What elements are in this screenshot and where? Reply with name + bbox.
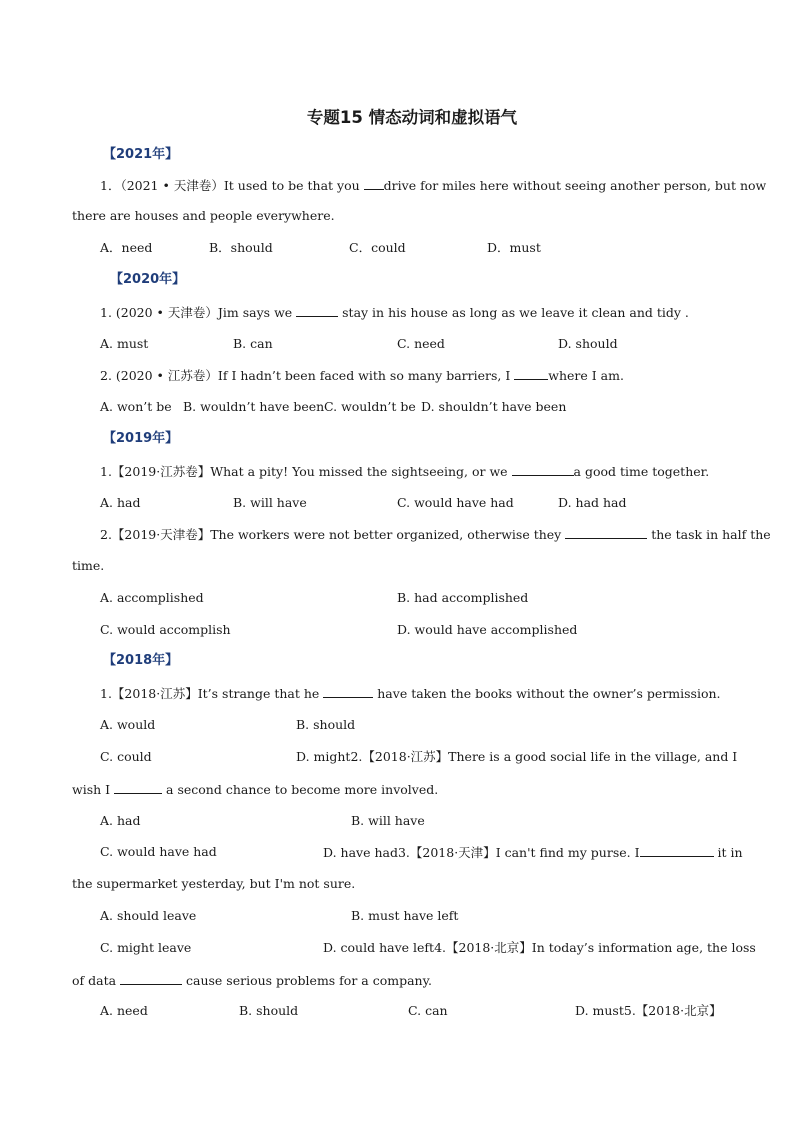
q2019-1-option-a: A. had <box>100 495 141 510</box>
q2018-3-option-c: C. might leave <box>100 940 192 955</box>
q2018-4-option-d-and-q5-stem: D. must5.【2018·北京】 <box>575 1003 722 1018</box>
q2018-2-option-c: C. would have had <box>100 844 217 859</box>
q2020-2-option-c: C. wouldn’t be <box>324 399 416 414</box>
q2018-4-stem-cont: of data cause serious problems for a company. <box>72 973 432 988</box>
q2018-3-stem-cont: the supermarket yesterday, but I'm not sure. <box>72 876 356 891</box>
q2018-3-option-b: B. must have left <box>351 908 459 923</box>
q2020-2-option-b: B. wouldn’t have been <box>183 399 325 414</box>
answer-blank <box>565 525 647 539</box>
answer-blank <box>514 366 548 380</box>
q2018-2-option-d-and-q3-stem: D. have had3.【2018·天津】I can't find my purse. I it in <box>323 845 743 860</box>
q2020-1-option-c: C. need <box>397 336 445 351</box>
q2020-1-option-a: A. must <box>100 336 149 351</box>
q2020-1-stem: 1. (2020 • 天津卷）Jim says we stay in his house as long as we leave it clean and tidy . <box>100 305 689 320</box>
answer-blank <box>512 462 574 476</box>
q2020-1-option-b: B. can <box>233 336 273 351</box>
answer-blank <box>323 684 373 698</box>
answer-blank <box>296 303 338 317</box>
page-title: 专题15 情态动词和虚拟语气 <box>306 108 518 127</box>
q2018-1-option-b: B. should <box>296 717 356 732</box>
q2018-1-option-a: A. would <box>100 717 156 732</box>
q2019-1-option-c: C. would have had <box>397 495 514 510</box>
q2021-1-stem: 1．（2021 • 天津卷）It used to be that you drive for miles here without seeing another person, but now <box>100 178 767 193</box>
q2019-2-stem-cont: time. <box>72 558 105 573</box>
q2021-1-option-d: D．must <box>487 240 541 255</box>
q2020-1-option-d: D. should <box>558 336 618 351</box>
q2018-4-option-b: B. should <box>239 1003 299 1018</box>
q2018-4-option-a: A. need <box>100 1003 148 1018</box>
q2021-1-option-b: B．should <box>209 240 273 255</box>
q2019-2-option-c: C. would accomplish <box>100 622 231 637</box>
q2021-1-option-c: C．could <box>349 240 406 255</box>
q2019-2-option-a: A. accomplished <box>100 590 204 605</box>
q2019-2-stem: 2.【2019·天津卷】The workers were not better organized, otherwise they the task in half the <box>100 527 771 542</box>
q2018-1-option-d-and-q2-stem: D. might2.【2018·江苏】There is a good social life in the village, and I <box>296 749 738 764</box>
section-2019-heading: 【2019年】 <box>103 431 179 446</box>
section-2018-heading: 【2018年】 <box>103 653 179 668</box>
answer-blank <box>640 843 714 857</box>
q2019-1-stem: 1.【2019·江苏卷】What a pity! You missed the sightseeing, or we a good time together. <box>100 464 710 479</box>
q2021-1-stem-cont: there are houses and people everywhere. <box>72 208 335 223</box>
q2018-2-stem-cont: wish I a second chance to become more involved. <box>72 782 439 797</box>
q2018-1-stem: 1.【2018·江苏】It’s strange that he have taken the books without the owner’s permission. <box>100 686 721 701</box>
q2020-2-stem: 2. (2020 • 江苏卷）If I hadn’t been faced with so many barriers, I where I am. <box>100 368 624 383</box>
q2018-4-option-c: C. can <box>408 1003 448 1018</box>
q2020-2-option-a: A. won’t be <box>100 399 172 414</box>
q2018-3-option-a: A. should leave <box>100 908 197 923</box>
section-2020-heading: 【2020年】 <box>110 272 186 287</box>
q2019-2-option-b: B. had accomplished <box>397 590 529 605</box>
q2018-3-option-d-and-q4-stem: D. could have left4.【2018·北京】In today’s information age, the loss <box>323 940 756 955</box>
q2019-1-option-d: D. had had <box>558 495 627 510</box>
q2018-1-option-c: C. could <box>100 749 152 764</box>
answer-blank <box>114 780 162 794</box>
q2019-2-option-d: D. would have accomplished <box>397 622 578 637</box>
q2018-2-option-b: B. will have <box>351 813 425 828</box>
answer-blank <box>364 176 384 190</box>
answer-blank <box>120 971 182 985</box>
section-2021-heading: 【2021年】 <box>103 147 179 162</box>
q2019-1-option-b: B. will have <box>233 495 307 510</box>
q2018-2-option-a: A. had <box>100 813 141 828</box>
q2021-1-option-a: A．need <box>100 240 153 255</box>
q2020-2-option-d: D. shouldn’t have been <box>421 399 567 414</box>
